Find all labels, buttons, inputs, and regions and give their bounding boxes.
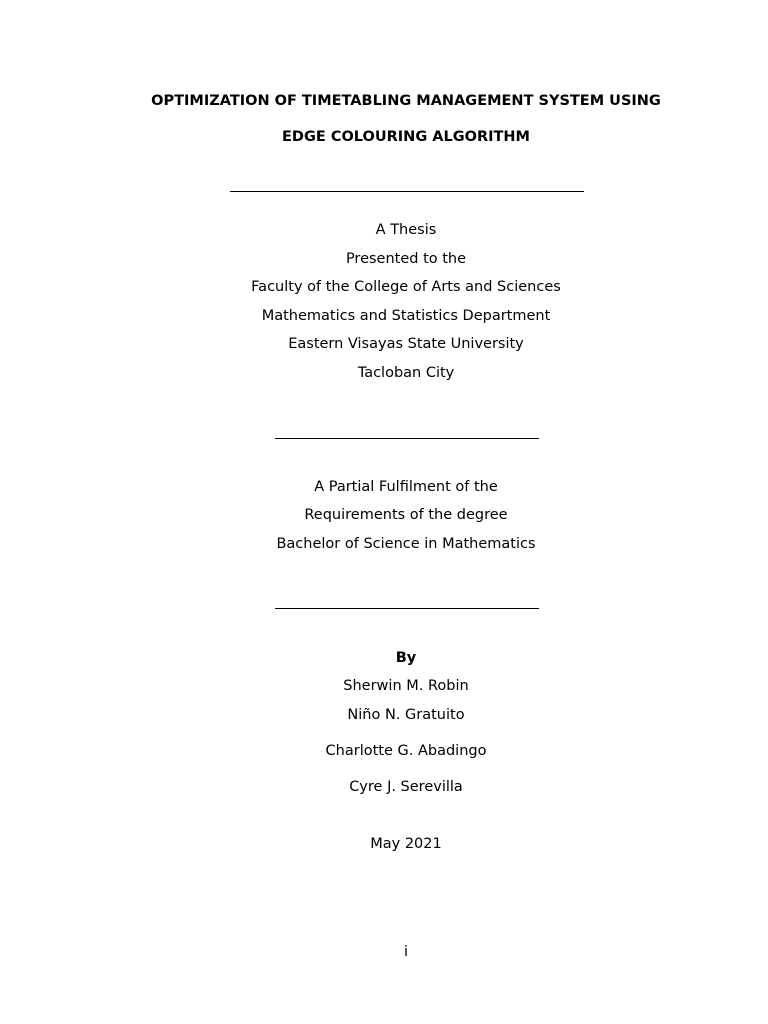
divider-rule-1 — [230, 191, 584, 192]
author-name: Sherwin M. Robin — [343, 678, 469, 694]
author-name: Charlotte G. Abadingo — [325, 743, 487, 759]
fulfilment-line: A Partial Fulfilment of the — [314, 479, 498, 495]
presentation-line: A Thesis — [375, 222, 437, 238]
submission-date: May 2021 — [370, 836, 442, 852]
presentation-line: Eastern Visayas State University — [288, 336, 524, 352]
fulfilment-line: Bachelor of Science in Mathematics — [276, 536, 536, 552]
presentation-line: Mathematics and Statistics Department — [261, 308, 551, 324]
divider-rule-2 — [275, 438, 539, 439]
presentation-line: Faculty of the College of Arts and Sciences — [251, 279, 561, 295]
author-name: Cyre J. Serevilla — [349, 779, 463, 795]
author-name: Niño N. Gratuito — [347, 707, 465, 723]
by-label: By — [395, 650, 417, 666]
presentation-line: Presented to the — [345, 251, 467, 267]
thesis-title-line-2: EDGE COLOURING ALGORITHM — [282, 129, 530, 145]
thesis-title-line-1: OPTIMIZATION OF TIMETABLING MANAGEMENT SYSTEM USING — [151, 93, 661, 109]
presentation-line: Tacloban City — [357, 365, 455, 381]
fulfilment-line: Requirements of the degree — [304, 507, 508, 523]
divider-rule-3 — [275, 608, 539, 609]
page-number: i — [403, 944, 409, 960]
